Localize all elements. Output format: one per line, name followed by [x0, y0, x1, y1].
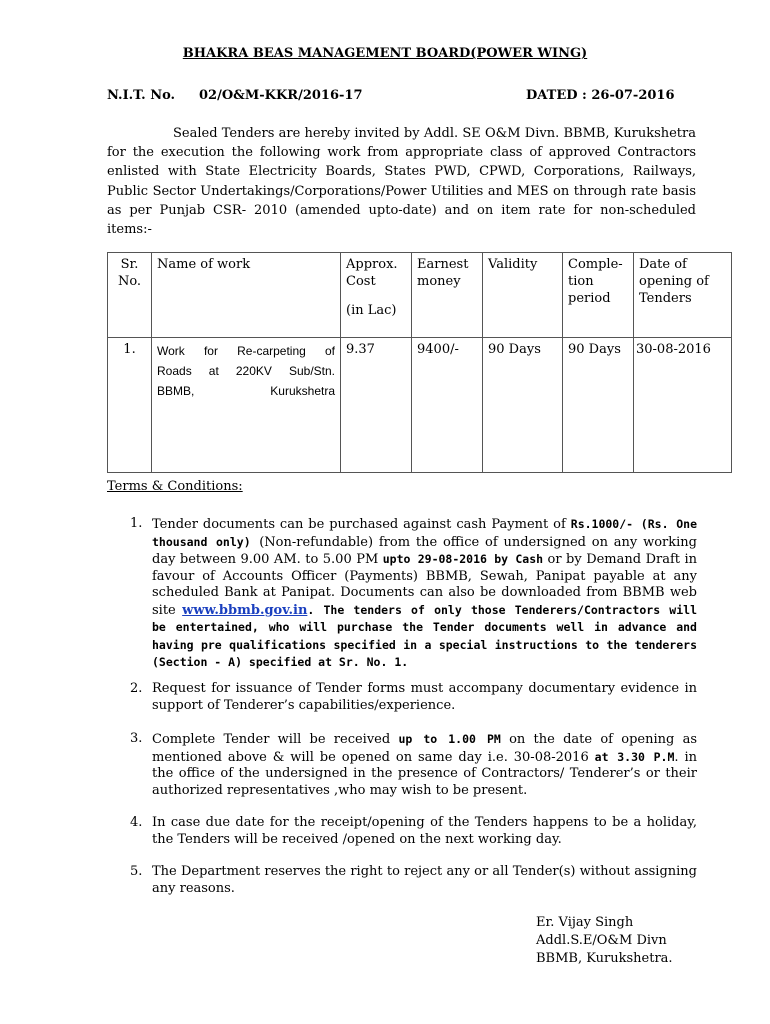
header-validity-label: Validity [488, 257, 538, 272]
cell-work [152, 338, 341, 473]
intro-paragraph [107, 124, 696, 239]
term-3-text-b: on the date of opening as mentioned above & will be opened on same day i.e. 30-08-2016 [152, 732, 697, 765]
header-sr-no [108, 253, 152, 338]
term-3-number: 3. [130, 731, 143, 746]
header-completion-line2: tion [568, 274, 594, 289]
term-5 [130, 864, 697, 897]
header-opening [634, 253, 732, 338]
term-1-deadline: upto 29-08-2016 by Cash [382, 552, 544, 566]
term-3-time: up to 1.00 PM [398, 732, 501, 746]
header-earnest-line2: money [417, 274, 461, 289]
header-cost-line2: Cost [346, 274, 376, 289]
cell-sr: 1. [108, 338, 152, 473]
cell-opening: 30-08-2016 [634, 338, 732, 473]
term-1-text-d: . The tenders of only those Tenderers/Contractors will be entertained, who will purchase the Tender documents well in advance and having pre qualifications specified in a special instructions to the tenderers (Section - A) specified at Sr. No. 1. [152, 602, 697, 669]
header-completion [563, 253, 634, 338]
header-sr-line1: Sr. [120, 257, 139, 272]
term-1-text-c: or by Demand Draft in favour of Accounts Officer (Payments) BBMB, Sewah, Panipat payable at any scheduled Bank at Panipat. Documents can also be downloaded from BBMB web site [152, 552, 697, 618]
term-1-text-b: (Non-refundable) from the office of undersigned on any working day between 9.00 AM. to 5.00 PM [152, 534, 697, 567]
cell-work-line1: Work for Re-carpeting of [157, 344, 335, 358]
table-header-row [108, 253, 732, 338]
header-work-label: Name of work [157, 257, 251, 272]
term-5-number: 5. [130, 864, 143, 879]
cell-cost: 9.37 [341, 338, 412, 473]
document-title: BHAKRA BEAS MANAGEMENT BOARD(POWER WING) [182, 46, 588, 61]
term-4-number: 4. [130, 815, 143, 830]
term-1-text-a: Tender documents can be purchased against cash Payment of [152, 517, 571, 532]
nit-date: DATED : 26-07-2016 [526, 88, 675, 103]
tender-table [107, 252, 732, 473]
term-3 [130, 731, 697, 799]
header-sr-line2: No. [117, 274, 142, 289]
terms-heading: Terms & Conditions: [107, 479, 243, 494]
term-3-text-a: Complete Tender will be received [152, 732, 399, 747]
cell-work-line2: Roads at 220KV Sub/Stn. [157, 364, 335, 378]
header-opening-line1: Date of [639, 257, 687, 272]
term-1-fee: Rs.1000/- (Rs. One thousand only) [152, 517, 698, 549]
term-4-text: In case due date for the receipt/opening of the Tenders happens to be a holiday, the Tenders will be received /opened on the next working day. [152, 815, 697, 847]
term-1 [130, 516, 697, 672]
term-2-text: Request for issuance of Tender forms must accompany documentary evidence in support of Tenderer’s capabilities/experience. [152, 681, 697, 713]
nit-number: 02/O&M-KKR/2016-17 [199, 88, 363, 103]
bbmb-website-link[interactable]: www.bbmb.gov.in [182, 602, 308, 618]
term-2 [130, 681, 697, 714]
signatory-name: Er. Vijay Singh [536, 915, 634, 930]
header-opening-line3: Tenders [639, 291, 692, 306]
header-validity [483, 253, 563, 338]
header-cost [341, 253, 412, 338]
signature-block [536, 914, 673, 968]
term-4 [130, 815, 697, 848]
header-completion-line1: Comple- [568, 257, 623, 272]
header-cost-line1: Approx. [346, 257, 398, 272]
header-earnest [412, 253, 483, 338]
cell-completion: 90 Days [563, 338, 634, 473]
nit-label: N.I.T. No. [107, 88, 176, 103]
term-3-opening-time: at 3.30 P.M [594, 749, 675, 764]
header-cost-line3: (in Lac) [346, 303, 397, 318]
table-row [108, 338, 732, 473]
signatory-designation: Addl.S.E/O&M Divn [536, 933, 667, 948]
cell-earnest: 9400/- [412, 338, 483, 473]
term-5-text: The Department reserves the right to reject any or all Tender(s) without assigning any reasons. [152, 864, 697, 896]
signatory-office: BBMB, Kurukshetra. [536, 951, 673, 966]
intro-text: Sealed Tenders are hereby invited by Addl. SE O&M Divn. BBMB, Kurukshetra for the execution the following work from appropriate class of approved Contractors enlisted with State Electricity Boards, States PWD, CPWD, Corporations, Railways, Public Sector Undertakings/Corporations/Power Utilities and MES on through rate basis as per Punjab CSR- 2010 (amended upto-date) and on item rate for non-scheduled items:- [107, 126, 696, 238]
term-2-number: 2. [130, 681, 143, 696]
cell-work-line3: BBMB, Kurukshetra [157, 384, 335, 398]
cell-validity: 90 Days [483, 338, 563, 473]
header-earnest-line1: Earnest [417, 257, 469, 272]
header-completion-line3: period [568, 291, 611, 306]
term-1-number: 1. [130, 516, 143, 531]
header-work [152, 253, 341, 338]
header-opening-line2: opening of [639, 274, 709, 289]
term-3-text-c: . in the office of the undersigned in the presence of Contractors/ Tenderer’s or their authorized representatives ,who may wish to be present. [152, 749, 697, 798]
